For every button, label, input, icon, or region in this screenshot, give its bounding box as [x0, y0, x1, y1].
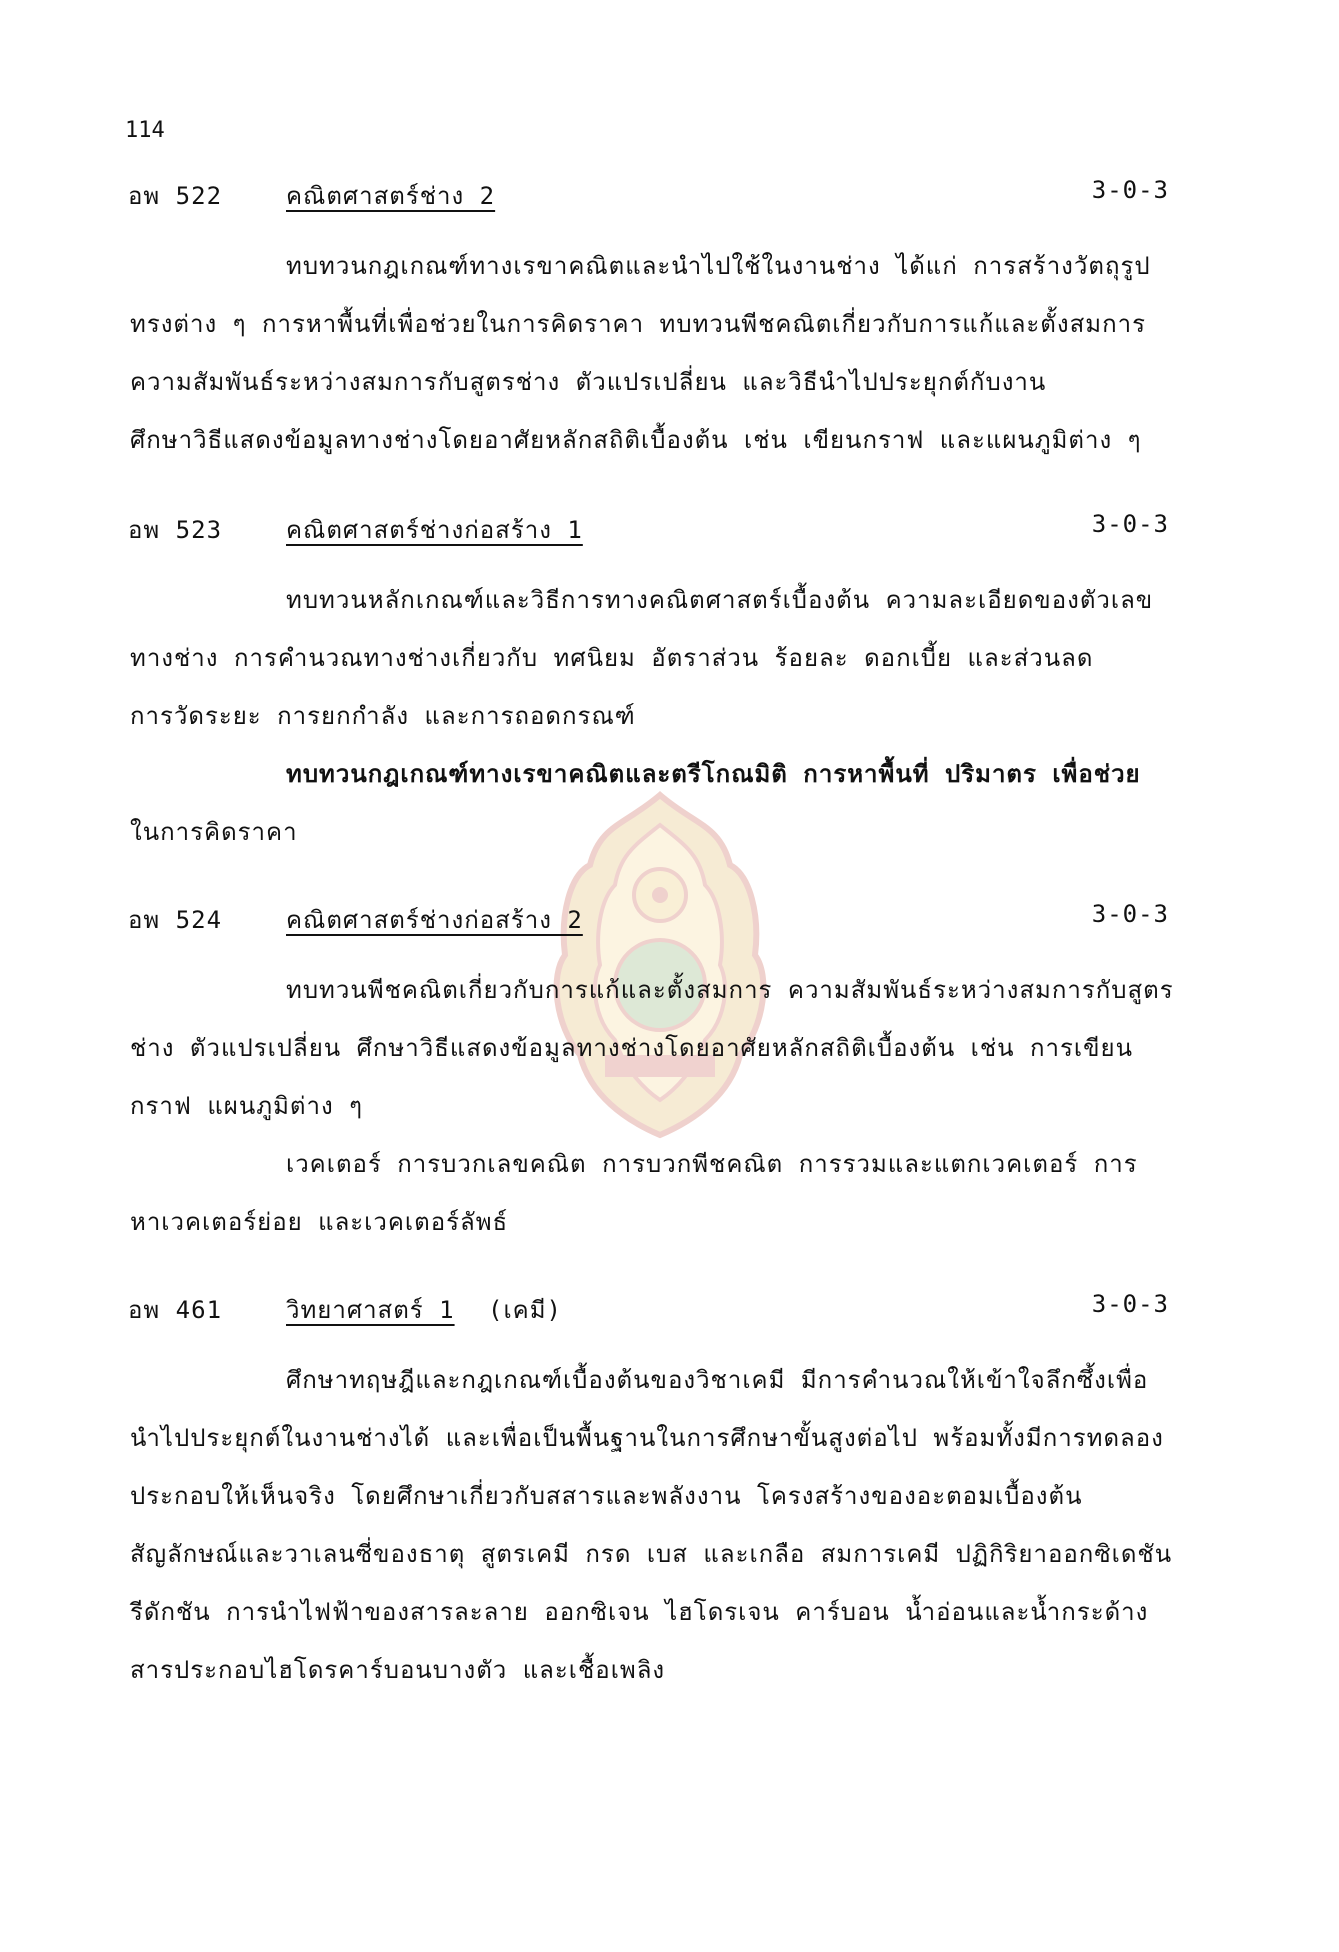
description-line: นำไปประยุกต์ในงานช่างได้ และเพื่อเป็นพื้นฐานในการศึกษาขั้นสูงต่อไป พร้อมทั้งมีการทดลอง: [130, 1424, 1164, 1452]
description-line: ทรงต่าง ๆ การหาพื้นที่เพื่อช่วยในการคิดราคา ทบทวนพีชคณิตเกี่ยวกับการแก้และตั้งสมการ: [130, 310, 1146, 338]
course-credits: 3-0-3: [1091, 176, 1169, 204]
course-code: อพ 523: [128, 516, 223, 544]
course-code: อพ 461: [128, 1296, 223, 1324]
course-title-group: [286, 1290, 562, 1329]
description-line: ทบทวนกฎเกณฑ์ทางเรขาคณิตและตรีโกณมิติ การหาพื้นที่ ปริมาตร เพื่อช่วย: [286, 760, 1141, 788]
course-title-suffix: (เคมี): [488, 1296, 563, 1324]
description-line: ประกอบให้เห็นจริง โดยศึกษาเกี่ยวกับสสารและพลังงาน โครงสร้างของอะตอมเบื้องต้น: [130, 1482, 1083, 1510]
description-line: ช่าง ตัวแปรเปลี่ยน ศึกษาวิธีแสดงข้อมูลทางช่างโดยอาศัยหลักสถิติเบื้องต้น เช่น การเขียน: [130, 1034, 1133, 1062]
course-code: อพ 524: [128, 906, 223, 934]
description-line: ความสัมพันธ์ระหว่างสมการกับสูตรช่าง ตัวแปรเปลี่ยน และวิธีนำไปประยุกต์กับงาน: [130, 368, 1047, 396]
description-line: ทบทวนพีชคณิตเกี่ยวกับการแก้และตั้งสมการ ความสัมพันธ์ระหว่างสมการกับสูตร: [286, 976, 1174, 1004]
course-credits: 3-0-3: [1091, 510, 1169, 538]
description-line: กราฟ แผนภูมิต่าง ๆ: [130, 1092, 364, 1120]
description-line: การวัดระยะ การยกกำลัง และการถอดกรณฑ์: [130, 702, 636, 730]
course-credits: 3-0-3: [1091, 1290, 1169, 1318]
course-title: คณิตศาสตร์ช่างก่อสร้าง 2: [286, 906, 583, 934]
description-line: ศึกษาวิธีแสดงข้อมูลทางช่างโดยอาศัยหลักสถิติเบื้องต้น เช่น เขียนกราฟ และแผนภูมิต่าง ๆ: [130, 426, 1142, 454]
description-line: รีดักชัน การนำไฟฟ้าของสารละลาย ออกซิเจน ไฮโดรเจน คาร์บอน น้ำอ่อนและน้ำกระด้าง: [130, 1598, 1149, 1626]
description-line: สารประกอบไฮโดรคาร์บอนบางตัว และเชื้อเพลิง: [130, 1656, 666, 1684]
description-line: สัญลักษณ์และวาเลนซี่ของธาตุ สูตรเคมี กรด เบส และเกลือ สมการเคมี ปฏิกิริยาออกซิเดชัน: [130, 1540, 1173, 1568]
course-title: วิทยาศาสตร์ 1: [286, 1296, 455, 1324]
description-line: เวคเตอร์ การบวกเลขคณิต การบวกพีชคณิต การรวมและแตกเวคเตอร์ การ: [286, 1150, 1138, 1178]
description-line: ทบทวนหลักเกณฑ์และวิธีการทางคณิตศาสตร์เบื้องต้น ความละเอียดของตัวเลข: [286, 586, 1154, 614]
description-line: หาเวคเตอร์ย่อย และเวคเตอร์ลัพธ์: [130, 1208, 509, 1236]
description-line: ทบทวนกฎเกณฑ์ทางเรขาคณิตและนำไปใช้ในงานช่าง ได้แก่ การสร้างวัตถุรูป: [286, 252, 1151, 280]
emblem-watermark-icon: [530, 785, 790, 1145]
description-line: ศึกษาทฤษฎีและกฎเกณฑ์เบื้องต้นของวิชาเคมี มีการคำนวณให้เข้าใจลึกซึ้งเพื่อ: [286, 1366, 1149, 1394]
course-code: อพ 522: [128, 182, 223, 210]
course-title: คณิตศาสตร์ช่าง 2: [286, 182, 496, 210]
description-line: ในการคิดราคา: [130, 818, 298, 846]
course-title: คณิตศาสตร์ช่างก่อสร้าง 1: [286, 516, 583, 544]
course-credits: 3-0-3: [1091, 900, 1169, 928]
description-line: ทางช่าง การคำนวณทางช่างเกี่ยวกับ ทศนิยม อัตราส่วน ร้อยละ ดอกเบี้ย และส่วนลด: [130, 644, 1094, 672]
page-number: 114: [125, 118, 165, 143]
